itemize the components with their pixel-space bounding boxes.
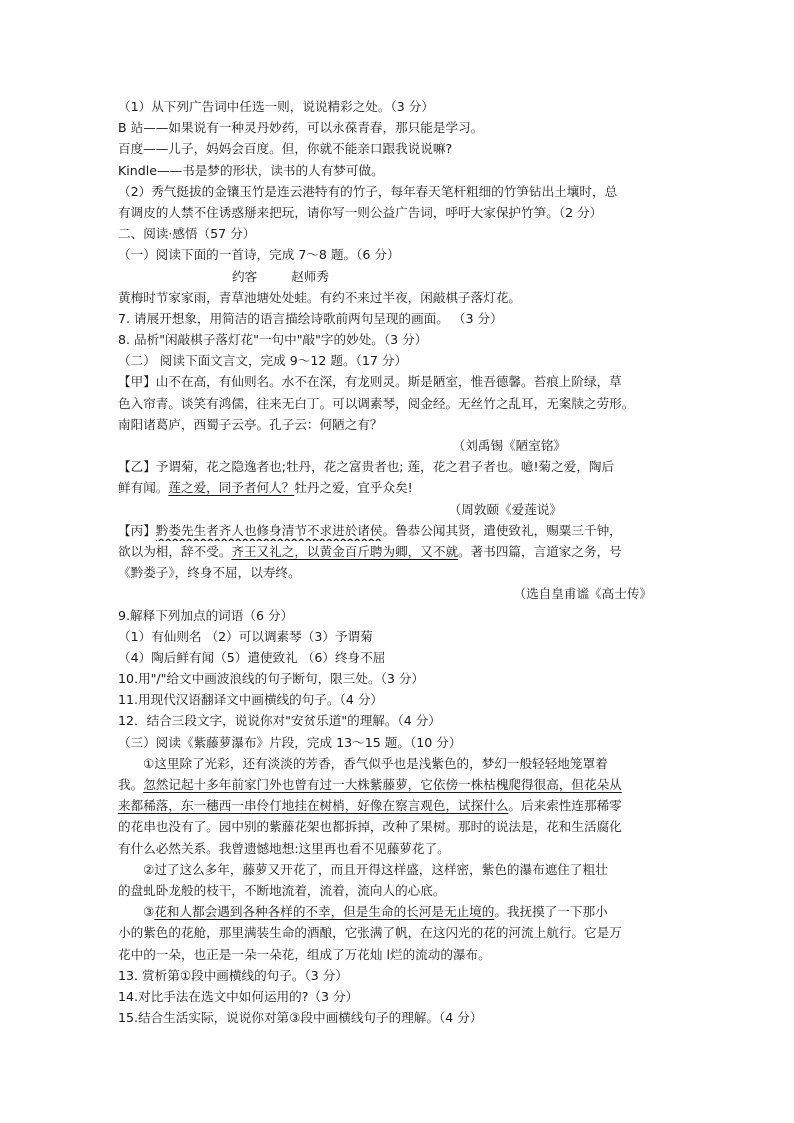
para-1-line-2 bbox=[118, 774, 678, 795]
para-3-line-1 bbox=[118, 901, 678, 922]
underlined-sentence: 忽然记起十多年前家门外也曾有过一大株紫藤萝，它依傍一株枯槐爬得很高，但花朵从 bbox=[143, 777, 622, 792]
question-7: 7. 请展开想象，用简洁的语言描绘诗歌前两句呈现的画面。 （3 分） bbox=[118, 310, 503, 326]
question-8: 8. 品析"闲敲棋子落灯花"一句中"敲"字的妙处。（3 分） bbox=[118, 332, 428, 348]
para-1-line-5: 有什么必然关系。我曾遗憾地想:这里再也看不见藤萝花了。 bbox=[118, 840, 450, 856]
question-12: 12．结合三段文字，说说你对"安贫乐道"的理解。（4 分） bbox=[118, 713, 441, 729]
para-text: 我。 bbox=[118, 777, 144, 792]
para-number: ③ bbox=[143, 904, 155, 920]
question-11: 11.用现代汉语翻译文中画横线的句子。（4 分） bbox=[118, 692, 384, 708]
para-text: 。我抚摸了一下那小 bbox=[494, 904, 608, 920]
passage-bing-text: 。鲁恭公闻其贤，遣使致礼，赐粟三千钟， bbox=[382, 522, 622, 538]
para-3-line-3: 花中的一朵，也正是一朵一朵花，组成了万花灿 l烂的流动的瀑布。 bbox=[118, 946, 491, 962]
para-1-line-4: 的花串也没有了。园中别的紫藤花架也都拆掉，改种了果树。那时的说法是，花和生活腐化 bbox=[118, 819, 622, 835]
passage-yi-text: 鲜有闻。 bbox=[118, 480, 169, 496]
question-2-line-2: 有调皮的人禁不住诱惑掰来把玩，请你写一则公益广告词，呼吁大家保护竹笋。（2 分） bbox=[118, 204, 603, 220]
question-10: 10.用"/"给文中画波浪线的句子断句，限三处。（3 分） bbox=[118, 671, 425, 687]
poem-text: 黄梅时节家家雨，青草池塘处处蛙。有约不来过半夜，闲敲棋子落灯花。 bbox=[118, 289, 521, 305]
passage-bing-label: 【丙】 bbox=[118, 522, 156, 538]
poem-title: 约客 bbox=[232, 268, 258, 284]
underlined-sentence: 来都稀落，东一穗西一串伶仃地挂在树梢，好像在察言观色，试探什么 bbox=[118, 798, 509, 814]
section-2-heading: 二、阅读·感悟（57 分） bbox=[118, 226, 256, 242]
para-1-line-1: ①这里除了光彩，还有淡淡的芳香，香气似乎也是浅紫色的，梦幻一般轻轻地笼罩着 bbox=[143, 755, 608, 771]
subsection-1-heading: （一）阅读下面的一首诗，完成 7～8 题。（6 分） bbox=[118, 247, 400, 263]
underlined-sentence: 花和人都会遇到各种各样的不幸，但是生命的长河是无止境的 bbox=[154, 904, 495, 920]
question-2-line-1: （2）秀气挺拔的金镶玉竹是连云港特有的竹子，每年春天笔杆粗细的竹笋钻出土壤时，总 bbox=[118, 183, 618, 199]
passage-jia-line-1: 【甲】山不在高，有仙则名。水不在深，有龙则灵。斯是陋室，惟吾德馨。苔痕上阶绿，草 bbox=[118, 374, 622, 390]
underlined-sentence: 莲之爱，同予者何人？ bbox=[168, 480, 295, 496]
passage-yi-line-1: 【乙】予谓菊，花之隐逸者也;牡丹，花之富贵者也; 莲，花之君子者也。噫!菊之爱，陶后 bbox=[118, 459, 615, 475]
passage-yi-text: 牡丹之爱，宜乎众矣! bbox=[294, 480, 413, 496]
subsection-3-heading: （三）阅读《紫藤萝瀑布》片段，完成 13～15 题。（10 分） bbox=[118, 734, 462, 750]
para-2-line-1: ②过了这么多年，藤萝又开花了，而且开得这样盛，这样密，紫色的瀑布遮住了粗壮 bbox=[143, 861, 608, 877]
ad-bilibili: B 站——如果说有一种灵丹妙药，可以永葆青春，那只能是学习。 bbox=[118, 120, 484, 136]
wavy-underlined-sentence: 黔娄先生者齐人也修身清节不求进於诸侯 bbox=[155, 522, 383, 538]
ad-baidu: 百度——儿子，妈妈会百度。但，你就不能亲口跟我说说嘛? bbox=[118, 141, 453, 157]
para-1-line-3 bbox=[118, 795, 678, 816]
question-9-items-1: （1）有仙则名 （2）可以调素琴（3）予谓菊 bbox=[118, 628, 373, 644]
question-9: 9.解释下列加点的词语（6 分） bbox=[118, 607, 294, 623]
passage-bing-line-3: 《黔娄子》，终身不屈，以寿终。 bbox=[118, 565, 301, 581]
poem-author: 赵师秀 bbox=[291, 268, 329, 284]
para-text: 。后来索性连那稀零 bbox=[508, 798, 622, 814]
question-14: 14.对比手法在选文中如何运用的?（3 分） bbox=[118, 988, 359, 1004]
passage-jia-line-3: 南阳诸葛庐，西蜀子云亭。孔子云：何陋之有？ bbox=[118, 416, 383, 432]
para-2-line-2: 的盘虬卧龙般的枝干，不断地流着，流着，流向人的心底。 bbox=[118, 882, 446, 898]
passage-bing-line-2 bbox=[118, 541, 678, 562]
poem-title-line bbox=[118, 266, 678, 287]
subsection-2-heading: （二） 阅读下面文言文，完成 9～12 题。（17 分） bbox=[118, 353, 408, 369]
passage-bing-line-1 bbox=[118, 520, 678, 541]
passage-bing-text: 欲以为相，辞不受。 bbox=[118, 543, 232, 559]
passage-yi-source: （周敦颐《爱莲说》 bbox=[448, 501, 562, 517]
question-9-items-2: （4）陶后鲜有闻（5）遣使致礼 （6）终身不屈 bbox=[118, 649, 386, 665]
question-1: （1）从下列广告词中任选一则，说说精彩之处。（3 分） bbox=[118, 99, 434, 114]
passage-bing-text: 。著书四篇，言道家之务，号 bbox=[458, 543, 622, 559]
ad-kindle: Kindle——书是梦的形状，读书的人有梦可做。 bbox=[118, 162, 384, 178]
underlined-sentence: 齐王又礼之，以黄金百斤聘为卿，又不就 bbox=[231, 543, 459, 559]
passage-yi-line-2 bbox=[118, 477, 678, 498]
passage-jia-source: （刘禹锡《陋室铭》 bbox=[452, 438, 566, 453]
question-15: 15.结合生活实际，说说你对第③段中画横线句子的理解。（4 分） bbox=[118, 1010, 483, 1026]
question-13: 13. 赏析第①段中画横线的句子。（3 分） bbox=[118, 967, 348, 983]
passage-jia-line-2: 色入帘青。谈笑有鸿儒，往来无白丁。可以调素琴，阅金经。无丝竹之乱耳，无案牍之劳形。 bbox=[118, 395, 635, 411]
passage-bing-source: （选自皇甫谧《高士传》 bbox=[513, 586, 652, 602]
exam-page bbox=[118, 96, 678, 1028]
para-3-line-2: 小的紫色的花舱，那里满装生命的酒酿，它张满了帆，在这闪光的花的河流上航行。它是万 bbox=[118, 925, 622, 941]
